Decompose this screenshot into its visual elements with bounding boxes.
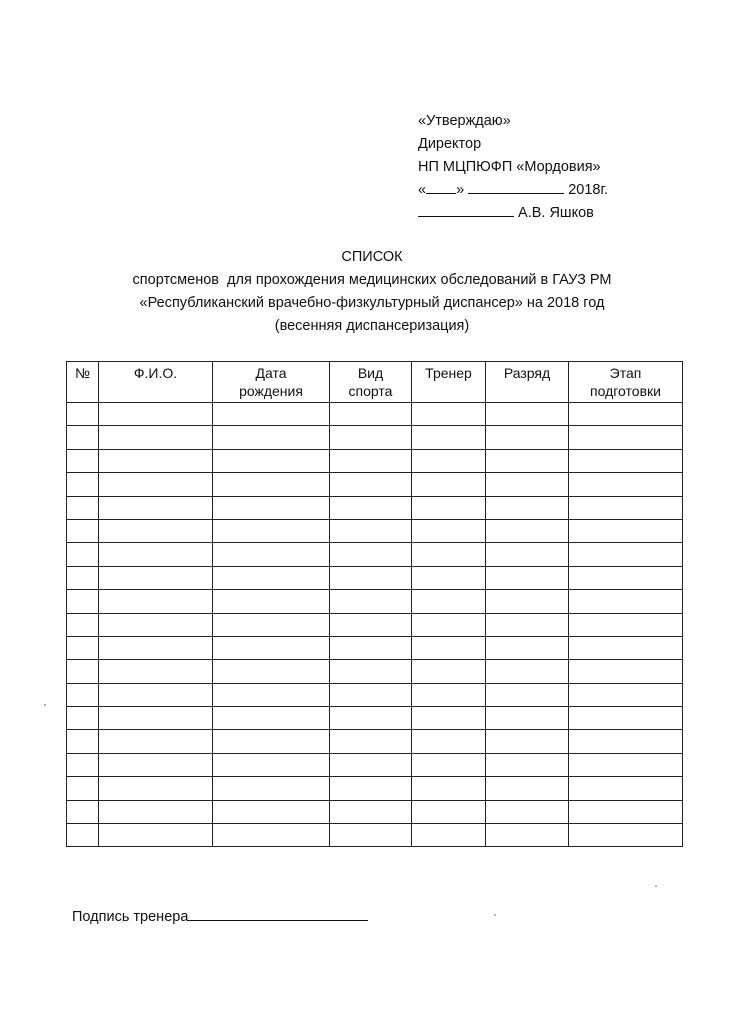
- table-cell: [569, 543, 683, 566]
- date-month-blank: [468, 179, 564, 194]
- table-cell: [569, 590, 683, 613]
- table-row: [67, 613, 683, 636]
- table-cell: [67, 449, 99, 472]
- table-cell: [486, 519, 569, 542]
- column-header-text: Вид: [357, 365, 384, 381]
- table-cell: [67, 730, 99, 753]
- table-cell: [67, 496, 99, 519]
- table-cell: [67, 777, 99, 800]
- document-heading: СПИСОК: [341, 249, 403, 265]
- table-cell: [486, 496, 569, 519]
- table-cell: [569, 449, 683, 472]
- table-cell: [99, 519, 213, 542]
- column-header-text: Тренер: [425, 365, 472, 381]
- table-cell: [213, 426, 330, 449]
- table-cell: [412, 660, 486, 683]
- table-cell: [99, 566, 213, 589]
- table-cell: [67, 543, 99, 566]
- table-cell: [67, 683, 99, 706]
- table-cell: [330, 426, 412, 449]
- table-cell: [486, 636, 569, 659]
- table-cell: [569, 660, 683, 683]
- table-row: [67, 753, 683, 776]
- table-cell: [412, 800, 486, 823]
- table-cell: [412, 566, 486, 589]
- table-cell: [330, 590, 412, 613]
- table-cell: [412, 636, 486, 659]
- table-cell: [213, 613, 330, 636]
- column-header-text: подготовки: [590, 383, 661, 399]
- table-cell: [99, 590, 213, 613]
- table-cell: [330, 496, 412, 519]
- table-row: [67, 566, 683, 589]
- table-cell: [213, 449, 330, 472]
- table-cell: [412, 777, 486, 800]
- table-cell: [412, 824, 486, 847]
- table-cell: [569, 496, 683, 519]
- table-cell: [99, 800, 213, 823]
- column-header-text: Этап: [609, 365, 642, 381]
- document-subtitle-3: (весенняя диспансеризация): [274, 318, 470, 334]
- table-cell: [99, 473, 213, 496]
- table-cell: [330, 449, 412, 472]
- table-cell: [213, 543, 330, 566]
- table-cell: [213, 753, 330, 776]
- table-cell: [330, 683, 412, 706]
- table-cell: [486, 707, 569, 730]
- table-cell: [330, 660, 412, 683]
- table-cell: [67, 519, 99, 542]
- table-cell: [569, 824, 683, 847]
- table-row: [67, 426, 683, 449]
- table-cell: [486, 449, 569, 472]
- table-row: [67, 777, 683, 800]
- table-cell: [67, 566, 99, 589]
- table-cell: [99, 730, 213, 753]
- table-cell: [569, 473, 683, 496]
- table-row: [67, 496, 683, 519]
- approval-organization: НП МЦПЮФП «Мордовия»: [418, 159, 601, 175]
- table-cell: [412, 683, 486, 706]
- table-cell: [412, 403, 486, 426]
- table-cell: [412, 753, 486, 776]
- table-cell: [486, 613, 569, 636]
- table-cell: [412, 707, 486, 730]
- column-header: [213, 362, 330, 403]
- table-cell: [213, 590, 330, 613]
- table-cell: [99, 543, 213, 566]
- column-header: [330, 362, 412, 403]
- column-header: [486, 362, 569, 403]
- table-cell: [486, 683, 569, 706]
- column-header: [99, 362, 213, 403]
- table-cell: [486, 426, 569, 449]
- scan-speck: [494, 914, 496, 916]
- table-cell: [569, 636, 683, 659]
- table-cell: [99, 613, 213, 636]
- table-cell: [412, 426, 486, 449]
- table-cell: [486, 753, 569, 776]
- table-cell: [569, 566, 683, 589]
- table-row: [67, 730, 683, 753]
- signer-name: А.В. Яшков: [518, 205, 594, 221]
- table-cell: [99, 683, 213, 706]
- table-cell: [486, 566, 569, 589]
- table-cell: [99, 707, 213, 730]
- table-row: [67, 473, 683, 496]
- approval-signer-line: [418, 202, 608, 225]
- table-cell: [330, 473, 412, 496]
- table-cell: [67, 753, 99, 776]
- approval-title: «Утверждаю»: [418, 113, 511, 129]
- table-cell: [412, 496, 486, 519]
- column-header: [67, 362, 99, 403]
- document-subtitle-2: «Республиканский врачебно-физкультурный диспансер» на 2018 год: [139, 295, 605, 311]
- table-cell: [213, 403, 330, 426]
- table-cell: [569, 707, 683, 730]
- signer-signature-blank: [418, 202, 514, 217]
- table-cell: [486, 777, 569, 800]
- table-cell: [213, 636, 330, 659]
- table-cell: [486, 660, 569, 683]
- table-cell: [330, 403, 412, 426]
- table-cell: [412, 590, 486, 613]
- approval-date-line: « » 2018г.: [418, 179, 608, 202]
- table-cell: [569, 777, 683, 800]
- scan-speck: [655, 885, 657, 887]
- signature-blank: [188, 906, 368, 921]
- table-cell: [330, 519, 412, 542]
- table-row: [67, 519, 683, 542]
- table-cell: [213, 519, 330, 542]
- table-cell: [213, 496, 330, 519]
- signature-label: Подпись тренера: [72, 909, 189, 925]
- table-header-row: [67, 362, 683, 403]
- table-row: [67, 707, 683, 730]
- scan-speck: [44, 704, 46, 706]
- column-header-text: №: [74, 365, 91, 381]
- coach-signature: [72, 906, 368, 925]
- document-title-block: [0, 246, 744, 338]
- table-row: [67, 449, 683, 472]
- table-cell: [99, 426, 213, 449]
- column-header-text: Разряд: [503, 365, 551, 381]
- table-row: [67, 824, 683, 847]
- table-row: [67, 683, 683, 706]
- approval-block: [418, 110, 608, 225]
- table-cell: [99, 403, 213, 426]
- table-cell: [486, 473, 569, 496]
- table-cell: [486, 800, 569, 823]
- table-cell: [67, 473, 99, 496]
- table-cell: [569, 800, 683, 823]
- table-cell: [99, 753, 213, 776]
- table-body: [67, 403, 683, 847]
- document-subtitle-1: спортсменов для прохождения медицинских обследований в ГАУЗ РМ: [132, 272, 612, 288]
- column-header: [569, 362, 683, 403]
- table-cell: [67, 426, 99, 449]
- column-header-text: спорта: [348, 383, 393, 399]
- table-cell: [412, 730, 486, 753]
- table-cell: [67, 590, 99, 613]
- table-cell: [213, 777, 330, 800]
- table-cell: [99, 824, 213, 847]
- table-cell: [486, 590, 569, 613]
- table-row: [67, 636, 683, 659]
- table-cell: [330, 566, 412, 589]
- table-cell: [330, 730, 412, 753]
- table-cell: [486, 730, 569, 753]
- table-cell: [99, 449, 213, 472]
- table-row: [67, 543, 683, 566]
- table-cell: [330, 777, 412, 800]
- table-cell: [213, 730, 330, 753]
- table-cell: [67, 636, 99, 659]
- table-cell: [67, 824, 99, 847]
- table-cell: [213, 566, 330, 589]
- table-cell: [569, 519, 683, 542]
- table-cell: [99, 660, 213, 683]
- table-cell: [67, 403, 99, 426]
- approval-position: Директор: [418, 136, 482, 152]
- table-row: [67, 590, 683, 613]
- table-cell: [67, 707, 99, 730]
- table-cell: [486, 543, 569, 566]
- table-cell: [213, 473, 330, 496]
- table-row: [67, 403, 683, 426]
- table-cell: [99, 636, 213, 659]
- column-header-text: Ф.И.О.: [133, 365, 178, 381]
- table-cell: [412, 613, 486, 636]
- table-cell: [569, 753, 683, 776]
- table-cell: [330, 636, 412, 659]
- table-cell: [569, 730, 683, 753]
- athletes-table: [66, 361, 683, 847]
- table-cell: [213, 660, 330, 683]
- date-year: 2018г.: [568, 182, 609, 198]
- table-cell: [569, 683, 683, 706]
- table-cell: [213, 707, 330, 730]
- table-row: [67, 660, 683, 683]
- table-cell: [569, 613, 683, 636]
- table-cell: [412, 473, 486, 496]
- table-cell: [330, 613, 412, 636]
- column-header-text: рождения: [239, 383, 303, 399]
- table-cell: [330, 800, 412, 823]
- table-cell: [213, 683, 330, 706]
- table-cell: [330, 707, 412, 730]
- table-cell: [213, 800, 330, 823]
- date-day-blank: [426, 179, 456, 194]
- table-cell: [486, 824, 569, 847]
- table-cell: [412, 543, 486, 566]
- column-header: [412, 362, 486, 403]
- table-row: [67, 800, 683, 823]
- table-cell: [99, 496, 213, 519]
- table-cell: [67, 613, 99, 636]
- table-cell: [213, 824, 330, 847]
- table-cell: [412, 519, 486, 542]
- column-header-text: Дата: [255, 365, 287, 381]
- table-cell: [99, 777, 213, 800]
- table-cell: [330, 824, 412, 847]
- table-cell: [486, 403, 569, 426]
- table-cell: [569, 403, 683, 426]
- table-cell: [330, 543, 412, 566]
- table-cell: [67, 660, 99, 683]
- table-cell: [412, 449, 486, 472]
- table-cell: [330, 753, 412, 776]
- table-cell: [67, 800, 99, 823]
- table-cell: [569, 426, 683, 449]
